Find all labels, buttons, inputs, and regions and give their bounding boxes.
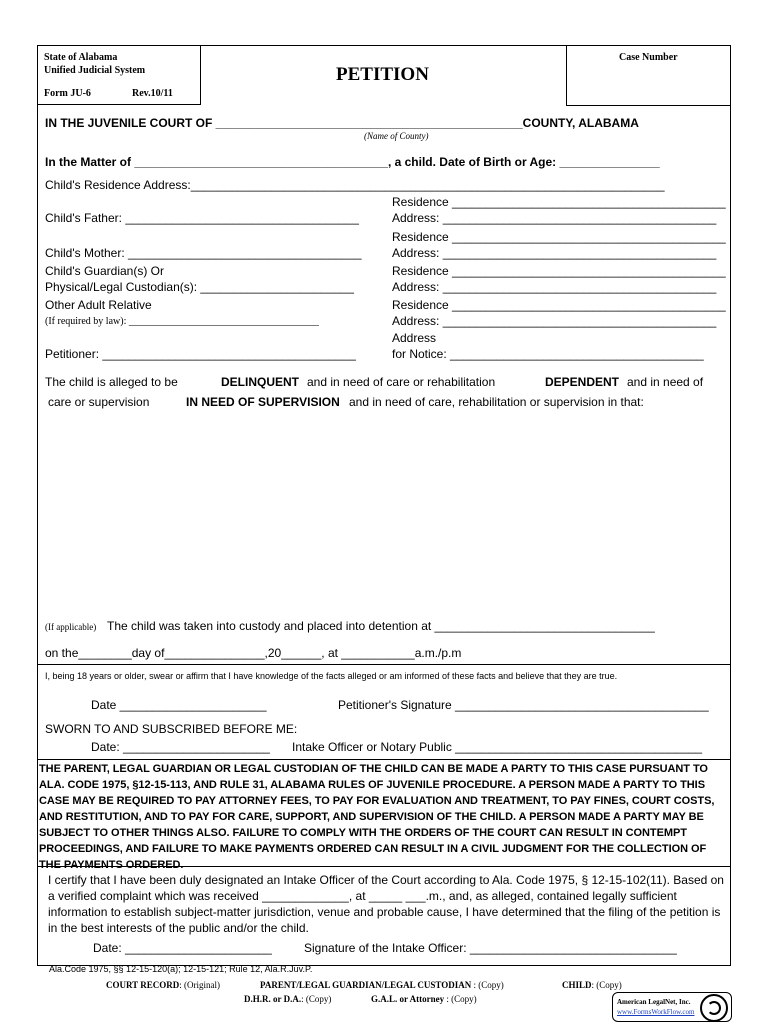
ins-option[interactable]: IN NEED OF SUPERVISION [186, 395, 340, 409]
guardian-residence-1[interactable]: Residence _________________________________________ [392, 264, 726, 278]
detention-date-line[interactable]: on the________day of_______________,20______, at ___________a.m./p.m [45, 646, 462, 660]
page-title: PETITION [336, 64, 429, 85]
mother-residence-1[interactable]: Residence _________________________________________ [392, 230, 726, 244]
notice-address-1: Address [392, 331, 437, 345]
system-label: Unified Judicial System [44, 65, 146, 76]
divider [37, 866, 730, 867]
publisher-name: American LegalNet, Inc. [617, 998, 691, 1006]
petitioner-field[interactable]: Petitioner: ______________________________________ [45, 347, 356, 361]
mother-field[interactable]: Child's Mother: ___________________________________ [45, 246, 362, 260]
other-residence-2[interactable]: Address: _________________________________________ [392, 314, 717, 328]
revision-label: Rev.10/11 [132, 88, 173, 99]
father-residence-2[interactable]: Address: _________________________________________ [392, 211, 717, 225]
publisher-logo-icon [700, 994, 728, 1022]
affirmation-text: I, being 18 years or older, swear or affirm that I have knowledge of the facts alleged or am informed of these facts and believe that they are true. [45, 671, 618, 681]
child-residence-line[interactable]: Child's Residence Address:_______________________________________________________________________ [45, 178, 665, 192]
divider [37, 664, 730, 665]
delinquent-text: and in need of care or rehabilitation [307, 375, 496, 389]
case-number-field[interactable] [572, 70, 724, 98]
petition-date-field[interactable]: Date ______________________ [91, 698, 267, 712]
distribution-dhr: D.H.R. or D.A.: (Copy) [244, 994, 332, 1004]
petitioner-signature-field[interactable]: Petitioner's Signature ______________________________________ [338, 698, 709, 712]
guardian-residence-2[interactable]: Address: _________________________________________ [392, 280, 717, 294]
mother-residence-2[interactable]: Address: _________________________________________ [392, 246, 717, 260]
other-relative-field[interactable]: (If required by law): ______________________________________ [45, 316, 319, 327]
father-field[interactable]: Child's Father: ___________________________________ [45, 211, 359, 225]
facts-text-area[interactable] [44, 415, 724, 610]
form-number: Form JU-6 [44, 88, 91, 99]
distribution-gal: G.A.L. or Attorney : (Copy) [371, 994, 477, 1004]
allegation-line2-start: care or supervision [48, 395, 150, 409]
court-line[interactable]: IN THE JUVENILE COURT OF ______________________________________________COUNTY, ALABAMA [45, 116, 639, 130]
dependent-option[interactable]: DEPENDENT [545, 375, 620, 389]
divider [37, 759, 730, 760]
intake-date-field[interactable]: Date: ______________________ [93, 941, 272, 955]
intake-notary-field[interactable]: Intake Officer or Notary Public _____________________________________ [292, 740, 703, 754]
ins-text: and in need of care, rehabilitation or supervision in that: [349, 395, 644, 409]
other-residence-1[interactable]: Residence _________________________________________ [392, 298, 726, 312]
intake-signature-field[interactable]: Signature of the Intake Officer: _______________________________ [304, 941, 677, 955]
allegation-intro: The child is alleged to be [45, 375, 178, 389]
matter-line[interactable]: In the Matter of ______________________________________, a child. Date of Birth or Age: _______________ [45, 155, 660, 169]
party-notice: THE PARENT, LEGAL GUARDIAN OR LEGAL CUSTODIAN OF THE CHILD CAN BE MADE A PARTY TO THIS CASE PURSUANT TO ALA. CODE 1975, §12-15-113, AND RULE 31, ALABAMA RULES OF JUVENILE PROCEDURE. A PERSON MADE A PARTY TO THIS CASE MAY BE REQUIRED TO PAY ATTORNEY FEES, TO PAY FOR EVALUATION AND TREATMENT, TO PAY FINES, COURT COSTS, AND RESTITUTION, AND TO PAY FOR CARE, SUPPORT, AND SUPERVISION OF THE CHILD. A PERSON MADE A PARTY MAY BE SUBJECT TO OTHER THINGS ALSO. FAILURE TO COMPLY WITH THE ORDERS OF THE COURT CAN RESULT IN CONTEMPT PROCEEDINGS, AND FAILURE TO MAKE PAYMENTS ORDERED CAN RESULT IN A CIVIL JUDGMENT FOR THE COLLECTION OF THE PAYMENTS ORDERED. [39, 763, 715, 871]
guardian-field[interactable]: Physical/Legal Custodian(s): _______________________ [45, 280, 354, 294]
case-number-label: Case Number [619, 52, 678, 63]
detention-line[interactable]: The child was taken into custody and placed into detention at _________________________________ [107, 619, 655, 633]
delinquent-option[interactable]: DELINQUENT [221, 375, 299, 389]
statute-citation: Ala.Code 1975, §§ 12-15-120(a); 12-15-121; Rule 12, Ala.R.Juv.P. [49, 964, 313, 974]
father-residence-1[interactable]: Residence _________________________________________ [392, 195, 726, 209]
distribution-court-record: COURT RECORD: (Original) [106, 980, 221, 990]
state-label: State of Alabama [44, 52, 118, 63]
publisher-url[interactable]: www.FormsWorkFlow.com [617, 1008, 695, 1016]
sworn-date-field[interactable]: Date: ______________________ [91, 740, 270, 754]
distribution-parent: PARENT/LEGAL GUARDIAN/LEGAL CUSTODIAN : (Copy) [260, 980, 504, 990]
distribution-child: CHILD: (Copy) [562, 980, 622, 990]
notice-address-2[interactable]: for Notice: ______________________________________ [392, 347, 704, 361]
dependent-text: and in need of [627, 375, 704, 389]
other-relative-label: Other Adult Relative [45, 298, 152, 312]
if-applicable-label: (If applicable) [45, 622, 97, 632]
intake-certification: I certify that I have been duly designated an Intake Officer of the Court according to Ala. Code 1975, § 12-15-102(11). Based on a verified complaint which was received _____________, at _____ ___.m., and, as alleged, contained legally sufficient information to establish subject-matter jurisdiction, venue and probable cause, I have determined that the filing of the petition is in the best interests of the public and/or the child. [48, 873, 724, 935]
guardian-label: Child's Guardian(s) Or [45, 264, 164, 278]
name-of-county-hint: (Name of County) [364, 131, 429, 141]
sworn-heading: SWORN TO AND SUBSCRIBED BEFORE ME: [45, 722, 298, 736]
